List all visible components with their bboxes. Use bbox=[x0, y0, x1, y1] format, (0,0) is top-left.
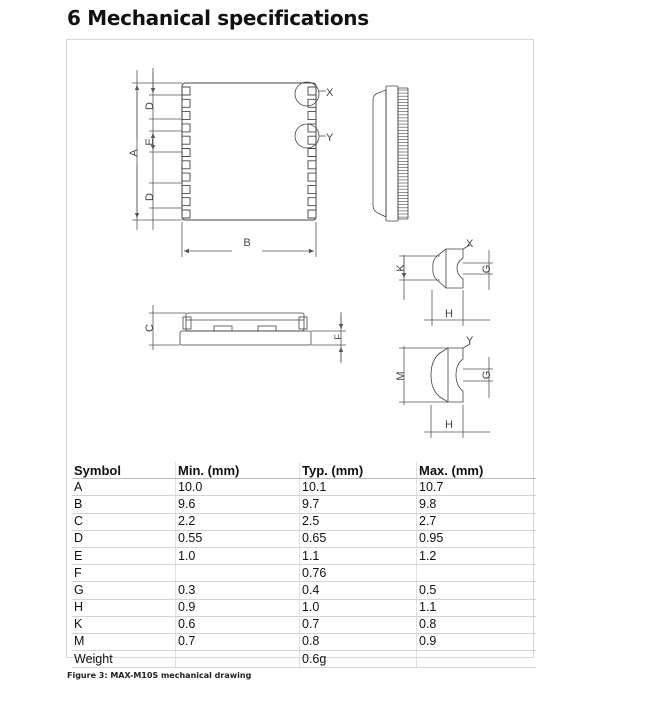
pad bbox=[308, 136, 316, 144]
header-min: Min. (mm) bbox=[176, 462, 300, 479]
dimension-d-upper bbox=[149, 68, 182, 230]
castellations-left bbox=[182, 87, 190, 218]
cell-symbol: B bbox=[72, 496, 176, 513]
table-row bbox=[72, 479, 536, 496]
front-view bbox=[180, 313, 311, 345]
cell-min: 0.9 bbox=[176, 599, 300, 616]
cell-symbol: K bbox=[72, 616, 176, 633]
cell-max: 0.9 bbox=[417, 633, 537, 650]
cell-min: 0.6 bbox=[176, 616, 300, 633]
dimension-h-y bbox=[424, 405, 490, 438]
table-row bbox=[72, 547, 536, 564]
cell-symbol: Weight bbox=[72, 651, 176, 668]
cell-typ: 0.65 bbox=[300, 530, 417, 547]
figure-caption: Figure 3: MAX-M10S mechanical drawing bbox=[67, 671, 252, 680]
table-row bbox=[72, 633, 536, 650]
cell-max: 0.5 bbox=[417, 582, 537, 599]
pad bbox=[182, 198, 190, 206]
cell-symbol: G bbox=[72, 582, 176, 599]
table-row bbox=[72, 616, 536, 633]
pad bbox=[308, 87, 316, 95]
label-m: M bbox=[395, 371, 407, 381]
label-d-upper: D bbox=[144, 102, 156, 110]
cell-min: 2.2 bbox=[176, 513, 300, 530]
cell-typ: 0.7 bbox=[300, 616, 417, 633]
pad bbox=[182, 161, 190, 169]
pad bbox=[182, 124, 190, 132]
cell-min: 10.0 bbox=[176, 479, 300, 496]
cell-symbol: F bbox=[72, 565, 176, 582]
pad bbox=[308, 210, 316, 218]
cell-max bbox=[417, 651, 537, 668]
table-header-row bbox=[72, 462, 536, 479]
label-h-y: H bbox=[445, 419, 453, 431]
side-view-right bbox=[373, 86, 408, 221]
label-y-callout: Y bbox=[326, 132, 334, 144]
cell-symbol: C bbox=[72, 513, 176, 530]
cell-typ: 1.0 bbox=[300, 599, 417, 616]
cell-min: 0.3 bbox=[176, 582, 300, 599]
pad bbox=[182, 173, 190, 181]
table-row bbox=[72, 582, 536, 599]
pad bbox=[182, 99, 190, 107]
dimension-k bbox=[399, 255, 440, 300]
table-row bbox=[72, 513, 536, 530]
label-x-detail: X bbox=[466, 238, 474, 250]
label-d-lower: D bbox=[144, 193, 156, 201]
label-g-y: G bbox=[481, 370, 493, 380]
pad bbox=[182, 185, 190, 193]
side-ribs bbox=[398, 90, 408, 217]
pad bbox=[308, 185, 316, 193]
pad bbox=[182, 149, 190, 157]
table-row bbox=[72, 599, 536, 616]
cell-min bbox=[176, 651, 300, 668]
cell-typ: 2.5 bbox=[300, 513, 417, 530]
cell-max: 10.7 bbox=[417, 479, 537, 496]
table-row bbox=[72, 651, 536, 668]
cell-symbol: E bbox=[72, 547, 176, 564]
cell-max: 0.8 bbox=[417, 616, 537, 633]
pad bbox=[308, 112, 316, 120]
cell-typ: 10.1 bbox=[300, 479, 417, 496]
label-x-callout: X bbox=[326, 87, 334, 99]
label-c: C bbox=[144, 324, 156, 332]
cell-typ: 0.76 bbox=[300, 565, 417, 582]
cell-min bbox=[176, 565, 300, 582]
cell-typ: 9.7 bbox=[300, 496, 417, 513]
spec-table bbox=[72, 462, 536, 668]
cell-max: 0.95 bbox=[417, 530, 537, 547]
cell-symbol: M bbox=[72, 633, 176, 650]
page-title: 6 Mechanical specifications bbox=[67, 6, 369, 30]
cell-min: 9.6 bbox=[176, 496, 300, 513]
castellations-right bbox=[308, 87, 316, 218]
pad bbox=[308, 161, 316, 169]
cell-max: 1.1 bbox=[417, 599, 537, 616]
cell-symbol: A bbox=[72, 479, 176, 496]
header-symbol: Symbol bbox=[72, 462, 176, 479]
pad bbox=[182, 136, 190, 144]
pad bbox=[308, 173, 316, 181]
label-k: K bbox=[395, 264, 407, 272]
cell-max: 2.7 bbox=[417, 513, 537, 530]
pad bbox=[182, 112, 190, 120]
cell-symbol: D bbox=[72, 530, 176, 547]
cell-typ: 0.6g bbox=[300, 651, 417, 668]
cell-typ: 0.4 bbox=[300, 582, 417, 599]
label-e: E bbox=[144, 138, 156, 146]
table-row bbox=[72, 496, 536, 513]
table-row bbox=[72, 530, 536, 547]
top-view bbox=[182, 82, 326, 220]
dimension-h-x bbox=[424, 290, 490, 326]
pad bbox=[308, 149, 316, 157]
cell-min: 0.7 bbox=[176, 633, 300, 650]
detail-y bbox=[431, 344, 470, 402]
header-typ: Typ. (mm) bbox=[300, 462, 417, 479]
pad bbox=[308, 198, 316, 206]
label-a: A bbox=[128, 149, 140, 157]
pad bbox=[182, 210, 190, 218]
cell-min: 0.55 bbox=[176, 530, 300, 547]
label-f: F bbox=[333, 334, 343, 340]
cell-max bbox=[417, 565, 537, 582]
table-row bbox=[72, 565, 536, 582]
cell-typ: 0.8 bbox=[300, 633, 417, 650]
header-max: Max. (mm) bbox=[417, 462, 537, 479]
label-h-x: H bbox=[445, 308, 453, 320]
cell-typ: 1.1 bbox=[300, 547, 417, 564]
cell-max: 1.2 bbox=[417, 547, 537, 564]
pad bbox=[182, 87, 190, 95]
detail-x bbox=[433, 245, 470, 288]
cell-min: 1.0 bbox=[176, 547, 300, 564]
label-g-x: G bbox=[481, 264, 493, 274]
label-y-detail: Y bbox=[466, 335, 474, 347]
cell-symbol: H bbox=[72, 599, 176, 616]
label-b: B bbox=[243, 237, 251, 249]
cell-max: 9.8 bbox=[417, 496, 537, 513]
